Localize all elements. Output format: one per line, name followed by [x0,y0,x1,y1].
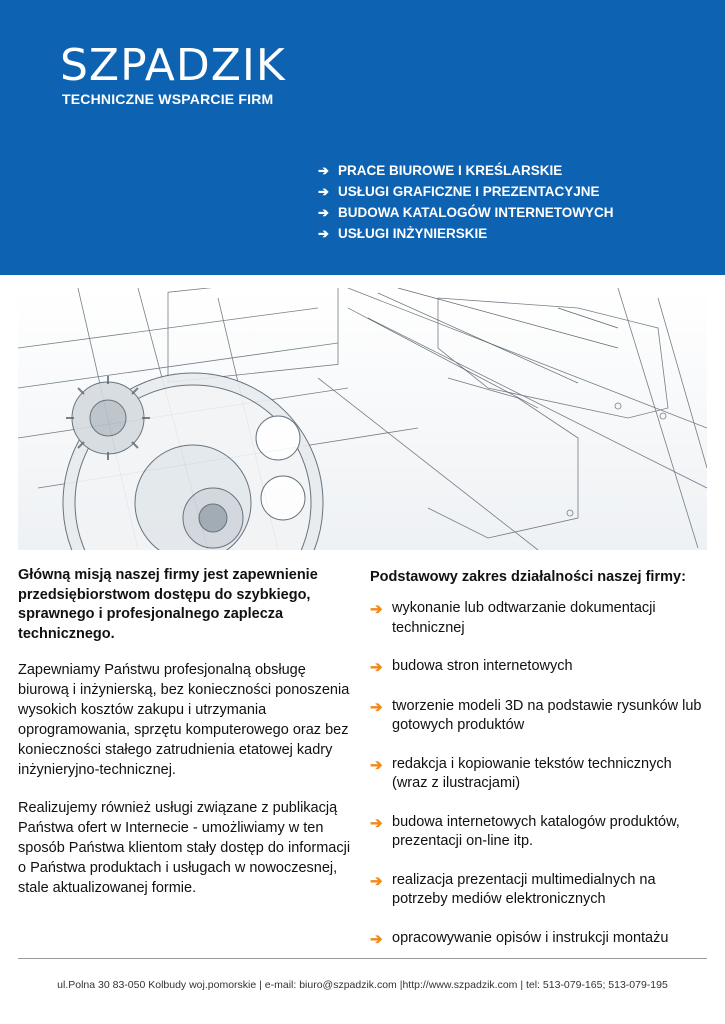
arrow-right-icon: ➔ [318,184,329,199]
gear-drawing-illustration [18,288,707,550]
service-label: USŁUGI GRAFICZNE I PREZENTACYJNE [338,184,600,199]
scope-item [370,929,710,950]
technical-drawing-image [18,288,707,550]
arrow-right-icon: ➔ [318,163,329,178]
scope-title: Podstawowy zakres działalności naszej firmy: [370,569,686,585]
scope-item-text: budowa stron internetowych [392,658,573,674]
service-item [318,181,613,202]
scope-item-text: budowa internetowych katalogów produktów, prezentacji on-line itp. [392,813,680,849]
orange-arrow-icon: ➔ [370,601,383,618]
footer-contact: ul.Polna 30 83-050 Kolbudy woj.pomorskie | e-mail: biuro@szpadzik.com |http://www.szpadzik.com | tel: 513-079-165; 513-079-195 [57,979,668,991]
service-label: USŁUGI INŻYNIERSKIE [338,226,488,241]
scope-item [370,657,710,678]
scope-list [370,599,710,949]
orange-arrow-icon: ➔ [370,872,383,890]
scope-item [370,697,710,736]
orange-arrow-icon: ➔ [370,814,383,832]
services-list [318,160,613,244]
service-label: PRACE BIUROWE I KREŚLARSKIE [338,163,563,178]
brand-tagline: TECHNICZNE WSPARCIE FIRM [62,91,274,107]
services-paragraph: Zapewniamy Państwu profesjonalną obsługę biurową i inżynierską, bez konieczności ponoszenia wysokich kosztów zakupu i utrzymania oprogramowania, sprzętu komputerowego oraz bez konieczności stałego zatrudnienia etatowej kadry inżynieryjno-technicznej. [18,662,350,778]
scope-item [370,813,710,852]
mission-column [18,566,353,916]
arrow-right-icon: ➔ [318,226,329,241]
service-label: BUDOWA KATALOGÓW INTERNETOWYCH [338,205,614,220]
service-item [318,160,613,181]
orange-arrow-icon: ➔ [370,698,383,716]
scope-item-text: realizacja prezentacji multimedialnych na potrzeby mediów elektronicznych [392,871,656,907]
service-item [318,202,613,223]
brand-name: SZPADZIK [60,40,286,91]
service-item [318,223,613,244]
orange-arrow-icon: ➔ [370,756,383,774]
header-banner [0,0,725,275]
arrow-right-icon: ➔ [318,205,329,220]
scope-item-text: wykonanie lub odtwarzanie dokumentacji technicznej [392,600,656,636]
scope-item-text: redakcja i kopiowanie tekstów technicznych (wraz z ilustracjami) [392,755,672,791]
orange-arrow-icon: ➔ [370,659,383,676]
scope-item [370,871,710,910]
footer-divider [18,958,707,959]
scope-item [370,599,710,638]
orange-arrow-icon: ➔ [370,930,383,948]
mission-statement: Główną misją naszej firmy jest zapewnienie przedsiębiorstwom dostępu do szybkiego, sprawnego i profesjonalnego zaplecza technicznego. [18,567,318,642]
scope-item-text: tworzenie modeli 3D na podstawie rysunków lub gotowych produktów [392,697,702,733]
internet-paragraph: Realizujemy również usługi związane z publikacją Państwa ofert w Internecie - umożliwiamy w ten sposób Państwa klientom stały dostęp do informacji o Państwa produktach i usługach w nowoczesnej, stale aktualizowanej formie. [18,800,351,896]
scope-item [370,755,710,794]
scope-item-text: opracowywanie opisów i instrukcji montażu [392,929,669,946]
scope-column [370,568,710,949]
